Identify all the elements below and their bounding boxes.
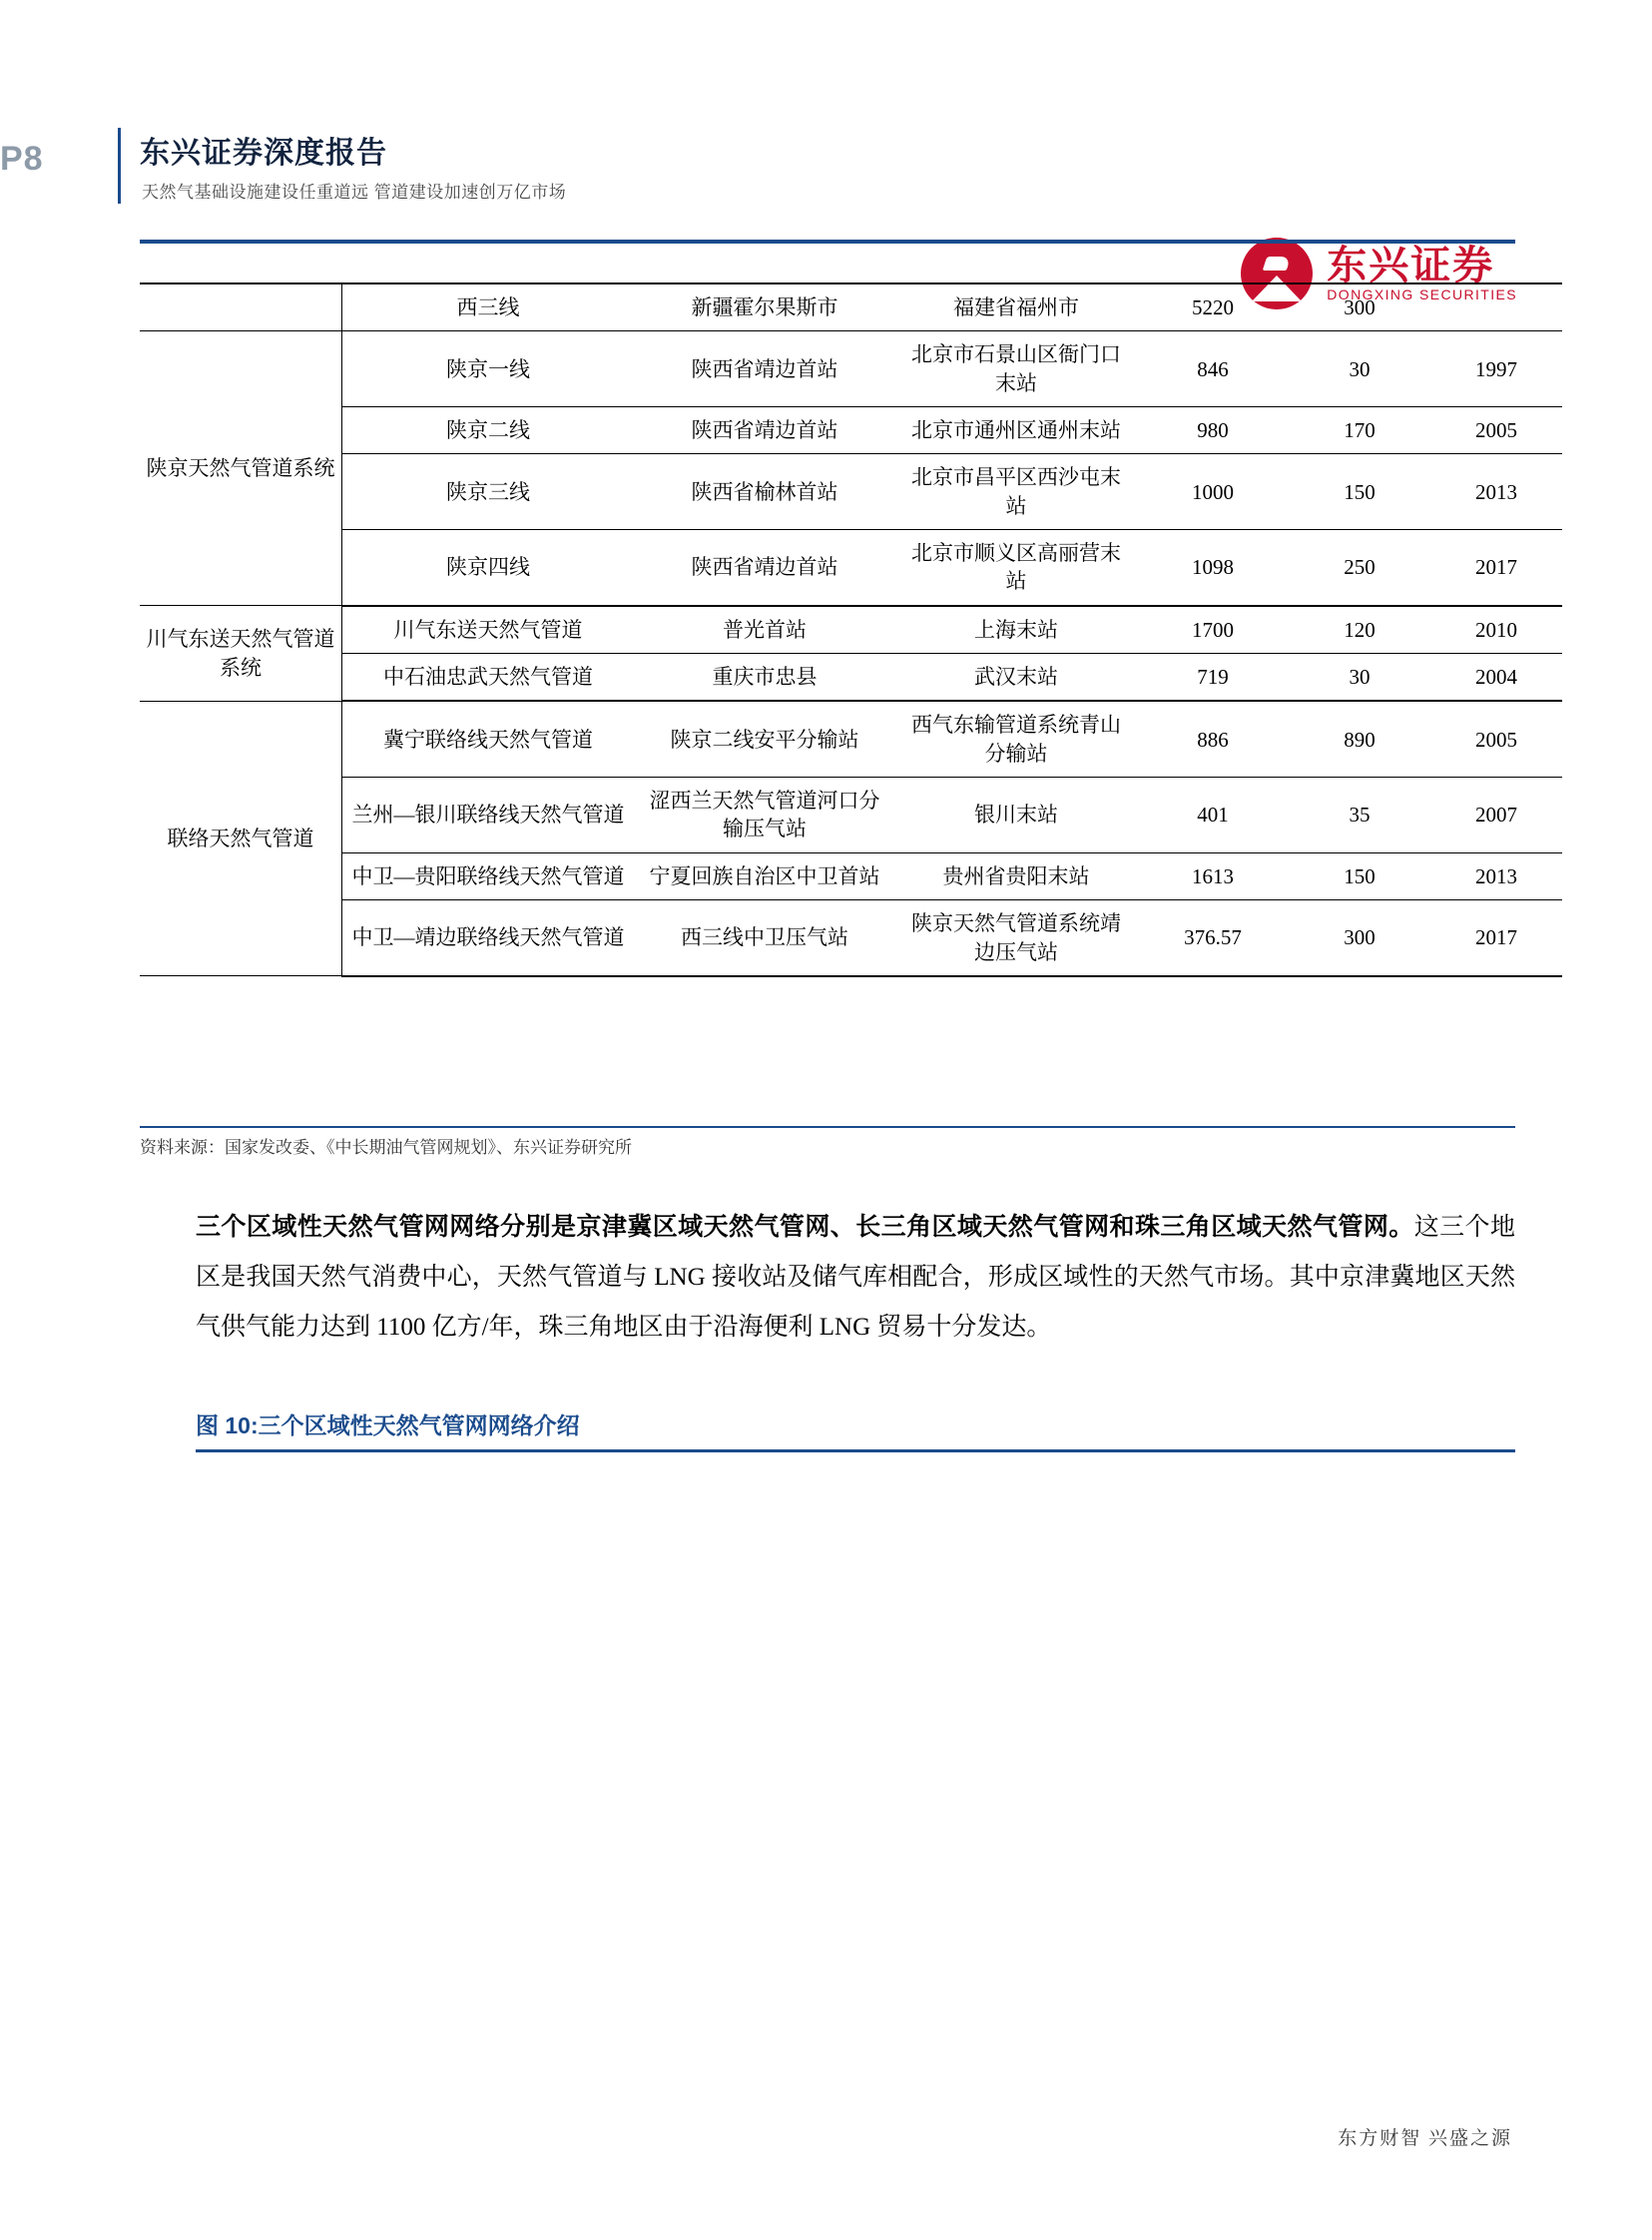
paragraph-lead: 三个区域性天然气管网网络分别是京津冀区域天然气管网、长三角区域天然气管网和珠三角区域天然气管网。 [196, 1214, 1414, 1241]
pipeline-year: 2017 [1430, 530, 1562, 606]
pipeline-year: 2017 [1430, 900, 1562, 976]
pipeline-length: 719 [1137, 654, 1289, 702]
pipeline-name: 中卫—贵阳联络线天然气管道 [342, 852, 635, 899]
pipeline-name: 中石油忠武天然气管道 [342, 654, 635, 702]
pipeline-length: 1000 [1137, 454, 1289, 530]
pipeline-length: 886 [1137, 701, 1289, 777]
pipeline-end: 贵州省贵阳末站 [895, 852, 1137, 899]
pipeline-capacity: 150 [1289, 454, 1430, 530]
pipeline-capacity: 35 [1289, 778, 1430, 853]
pipeline-length: 376.57 [1137, 900, 1289, 976]
pipeline-name: 陕京二线 [342, 407, 635, 454]
pipeline-capacity: 300 [1289, 283, 1430, 331]
pipeline-capacity: 120 [1289, 606, 1430, 654]
row-group-label: 川气东送天然气管道系统 [140, 606, 342, 702]
pipeline-year [1430, 283, 1562, 331]
pipeline-capacity: 30 [1289, 331, 1430, 407]
header-divider [118, 128, 121, 204]
table-row [140, 331, 1562, 407]
row-group-label: 陕京天然气管道系统 [140, 331, 342, 606]
pipeline-table [140, 282, 1562, 977]
pipeline-capacity: 150 [1289, 852, 1430, 899]
pipeline-end: 武汉末站 [895, 654, 1137, 702]
pipeline-name: 川气东送天然气管道 [342, 606, 635, 654]
pipeline-start: 涩西兰天然气管道河口分输压气站 [634, 778, 895, 853]
pipeline-length: 1700 [1137, 606, 1289, 654]
row-group-label: 联络天然气管道 [140, 701, 342, 975]
pipeline-capacity: 300 [1289, 900, 1430, 976]
page-footer: 东方财智 兴盛之源 [1338, 2128, 1512, 2149]
pipeline-start: 陕西省榆林首站 [634, 454, 895, 530]
pipeline-year: 2010 [1430, 606, 1562, 654]
pipeline-end: 西气东输管道系统青山分输站 [895, 701, 1137, 777]
pipeline-capacity: 170 [1289, 407, 1430, 454]
pipeline-end: 福建省福州市 [895, 283, 1137, 331]
table-row [140, 283, 1562, 331]
pipeline-length: 5220 [1137, 283, 1289, 331]
pipeline-name: 陕京三线 [342, 454, 635, 530]
pipeline-start: 普光首站 [634, 606, 895, 654]
pipeline-length: 980 [1137, 407, 1289, 454]
pipeline-start: 西三线中卫压气站 [634, 900, 895, 976]
pipeline-start: 陕西省靖边首站 [634, 530, 895, 606]
figure-caption: 图 10:三个区域性天然气管网网络介绍 [196, 1412, 580, 1438]
report-subtitle: 天然气基础设施建设任重道远 管道建设加速创万亿市场 [142, 183, 567, 202]
body-paragraph [196, 1203, 1515, 1353]
pipeline-end: 银川末站 [895, 778, 1137, 853]
pipeline-year: 2013 [1430, 454, 1562, 530]
paragraph-rest: 这三个地区是我国天然气消费中心，天然气管道与 LNG 接收站及储气库相配合，形成区域性的天然气市场。其中京津冀地区天然气供气能力达到 1100 亿方/年，珠三角地区由于沿海便利 LNG 贸易十分发达。 [196, 1214, 1515, 1341]
pipeline-start: 陕西省靖边首站 [634, 407, 895, 454]
table-row [140, 900, 1562, 976]
pipeline-start: 宁夏回族自治区中卫首站 [634, 852, 895, 899]
table-row [140, 606, 1562, 654]
table-row [140, 852, 1562, 899]
pipeline-start: 新疆霍尔果斯市 [634, 283, 895, 331]
table-row [140, 654, 1562, 702]
pipeline-name: 西三线 [342, 283, 635, 331]
brand-name-en: DONGXING SECURITIES [1327, 286, 1517, 302]
brand-name-cn: 东兴证券 [1327, 244, 1495, 287]
pipeline-length: 401 [1137, 778, 1289, 853]
pipeline-year: 2004 [1430, 654, 1562, 702]
pipeline-year: 2005 [1430, 701, 1562, 777]
report-title: 东兴证券深度报告 [140, 137, 387, 170]
table-row [140, 454, 1562, 530]
pipeline-length: 846 [1137, 331, 1289, 407]
pipeline-end: 北京市昌平区西沙屯末站 [895, 454, 1137, 530]
header-rule [140, 240, 1515, 244]
pipeline-end: 北京市通州区通州末站 [895, 407, 1137, 454]
pipeline-capacity: 30 [1289, 654, 1430, 702]
page-number: P8 [0, 140, 44, 178]
pipeline-length: 1613 [1137, 852, 1289, 899]
table-row [140, 778, 1562, 853]
figure-rule [196, 1449, 1515, 1452]
pipeline-year: 2007 [1430, 778, 1562, 853]
source-rule [140, 1126, 1515, 1128]
table-row [140, 530, 1562, 606]
pipeline-end: 北京市顺义区高丽营末站 [895, 530, 1137, 606]
table-row [140, 701, 1562, 777]
pipeline-year: 2005 [1430, 407, 1562, 454]
pipeline-length: 1098 [1137, 530, 1289, 606]
header-region [140, 120, 1517, 302]
pipeline-start: 重庆市忠县 [634, 654, 895, 702]
pipeline-end: 北京市石景山区衙门口末站 [895, 331, 1137, 407]
pipeline-year: 2013 [1430, 852, 1562, 899]
pipeline-name: 兰州—银川联络线天然气管道 [342, 778, 635, 853]
pipeline-start: 陕京二线安平分输站 [634, 701, 895, 777]
pipeline-end: 陕京天然气管道系统靖边压气站 [895, 900, 1137, 976]
pipeline-name: 陕京一线 [342, 331, 635, 407]
pipeline-name: 陕京四线 [342, 530, 635, 606]
pipeline-name: 中卫—靖边联络线天然气管道 [342, 900, 635, 976]
pipeline-capacity: 250 [1289, 530, 1430, 606]
pipeline-table-wrap [140, 282, 1517, 977]
pipeline-capacity: 890 [1289, 701, 1430, 777]
pipeline-start: 陕西省靖边首站 [634, 331, 895, 407]
table-row [140, 407, 1562, 454]
row-group-label [140, 283, 342, 331]
table-source: 资料来源：国家发改委、《中长期油气管网规划》、东兴证券研究所 [140, 1138, 632, 1157]
pipeline-end: 上海末站 [895, 606, 1137, 654]
pipeline-name: 冀宁联络线天然气管道 [342, 701, 635, 777]
pipeline-year: 1997 [1430, 331, 1562, 407]
